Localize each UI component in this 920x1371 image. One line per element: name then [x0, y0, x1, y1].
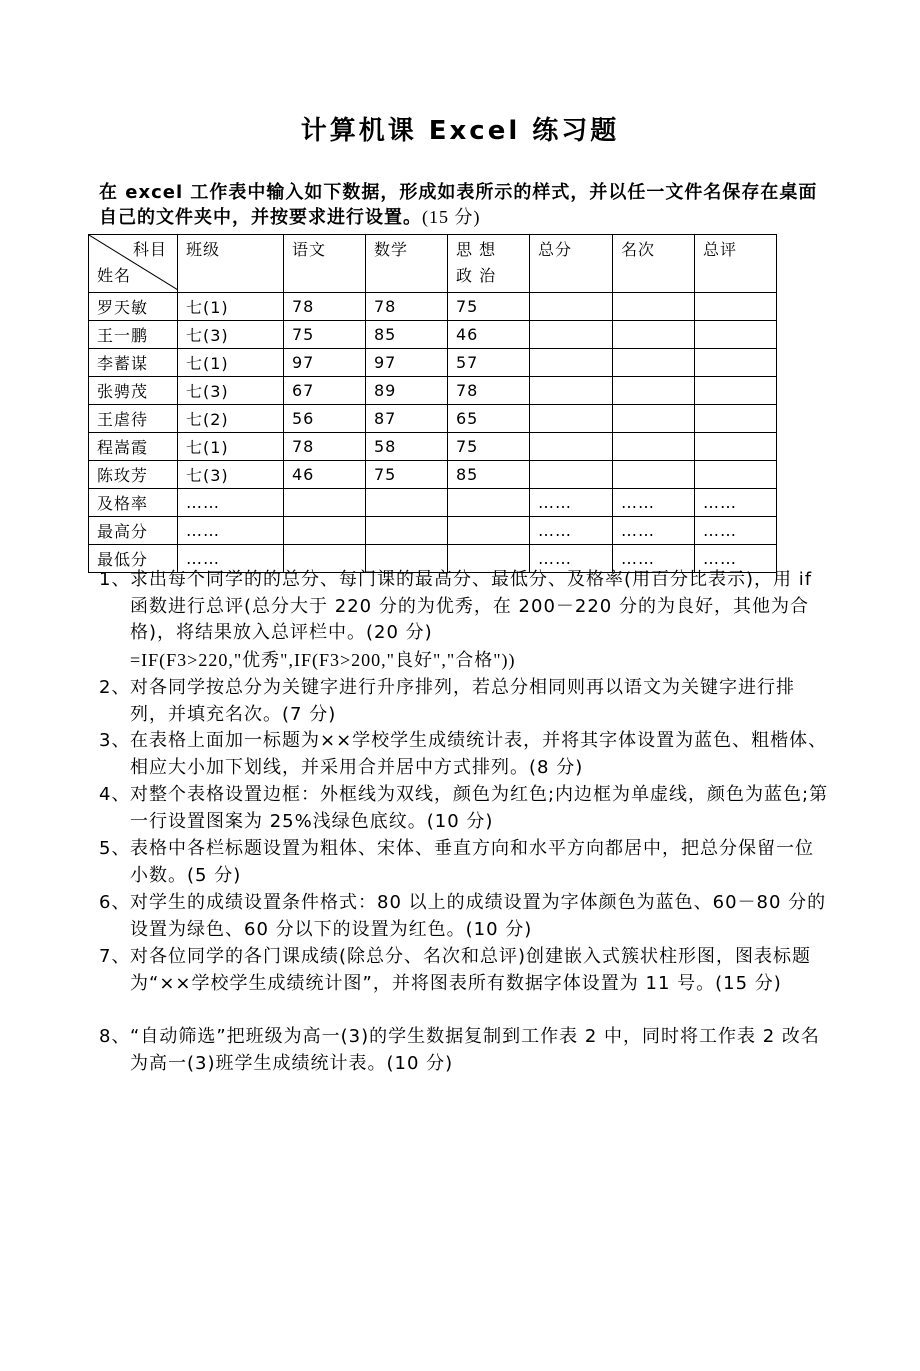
table-cell [613, 293, 695, 321]
table-cell [366, 489, 448, 517]
table-cell: 75 [448, 293, 530, 321]
question-number: 3、 [99, 730, 131, 751]
intro-paragraph [99, 180, 824, 230]
question-item [99, 1024, 829, 1077]
intro-score: (15 分) [422, 207, 481, 227]
header-cell: 名次 [613, 235, 695, 293]
table-cell: …… [613, 545, 695, 573]
table-cell: 75 [366, 461, 448, 489]
row-label-cell: 程嵩霞 [89, 433, 178, 461]
score-table [88, 234, 777, 573]
corner-name-label: 姓名 [97, 266, 132, 285]
table-cell [530, 293, 613, 321]
table-cell: 七(1) [178, 293, 284, 321]
table-cell: 58 [366, 433, 448, 461]
table-cell [530, 349, 613, 377]
question-number: 6、 [99, 892, 131, 913]
diagonal-header-cell [89, 235, 178, 293]
question-number: 5、 [99, 838, 131, 859]
question-number: 4、 [99, 784, 131, 805]
table-row [89, 377, 777, 405]
formula-text: =IF(F3>220,"优秀",IF(F3>200,"良好","合格")) [130, 649, 516, 670]
table-cell: 89 [366, 377, 448, 405]
table-cell [530, 321, 613, 349]
table-cell [366, 517, 448, 545]
row-label-cell: 王虐待 [89, 405, 178, 433]
question-item [99, 782, 829, 835]
table-cell: …… [530, 545, 613, 573]
table-cell: 78 [366, 293, 448, 321]
table-row [89, 293, 777, 321]
table-body [89, 293, 777, 573]
table-cell: 67 [284, 377, 366, 405]
question-item [99, 675, 829, 728]
table-cell [530, 461, 613, 489]
table-cell: 46 [448, 321, 530, 349]
table-cell: 七(1) [178, 349, 284, 377]
row-label-cell: 最低分 [89, 545, 178, 573]
table-cell [613, 321, 695, 349]
table-cell [613, 349, 695, 377]
table-cell [284, 489, 366, 517]
table-cell [695, 433, 777, 461]
table-cell [613, 405, 695, 433]
table-cell: …… [178, 489, 284, 517]
table-row [89, 349, 777, 377]
table-cell [448, 517, 530, 545]
row-label-cell: 陈玫芳 [89, 461, 178, 489]
table-cell: 75 [448, 433, 530, 461]
row-label-cell: 罗天敏 [89, 293, 178, 321]
row-label-cell: 及格率 [89, 489, 178, 517]
question-text: 对各位同学的各门课成绩(除总分、名次和总评)创建嵌入式簇状柱形图，图表标题为“××学校学生成绩统计图”，并将图表所有数据字体设置为 11 号。(15 分) [130, 946, 812, 994]
table-cell: 七(1) [178, 433, 284, 461]
header-cell: 总评 [695, 235, 777, 293]
table-row [89, 517, 777, 545]
table-cell: 97 [284, 349, 366, 377]
table-row [89, 461, 777, 489]
table-cell [695, 377, 777, 405]
table-cell: 七(3) [178, 461, 284, 489]
question-text: 对学生的成绩设置条件格式：80 以上的成绩设置为字体颜色为蓝色、60－80 分的设置为绿色、60 分以下的设置为红色。(10 分) [130, 892, 827, 940]
row-label-cell: 王一鹏 [89, 321, 178, 349]
table-row [89, 433, 777, 461]
intro-text: 在 excel 工作表中输入如下数据，形成如表所示的样式，并以任一文件名保存在桌面自己的文件夹中，并按要求进行设置。 [99, 182, 818, 228]
row-label-cell: 最高分 [89, 517, 178, 545]
table-cell [695, 461, 777, 489]
question-item [99, 944, 829, 997]
question-item [99, 567, 829, 673]
table-cell: 56 [284, 405, 366, 433]
header-cell: 数学 [366, 235, 448, 293]
table-cell: 七(3) [178, 321, 284, 349]
question-number: 7、 [99, 946, 131, 967]
table-cell: 87 [366, 405, 448, 433]
table-cell: 57 [448, 349, 530, 377]
table-cell: 65 [448, 405, 530, 433]
question-item [99, 890, 829, 943]
table-cell: …… [695, 489, 777, 517]
question-number: 8、 [99, 1026, 131, 1047]
table-cell [695, 293, 777, 321]
table-header-row [89, 235, 777, 293]
table-cell: …… [530, 517, 613, 545]
row-label-cell: 李蓄谋 [89, 349, 178, 377]
table-row [89, 489, 777, 517]
table-cell: 97 [366, 349, 448, 377]
question-number: 2、 [99, 677, 131, 698]
table-cell [695, 321, 777, 349]
table-cell: …… [178, 517, 284, 545]
question-text: 对整个表格设置边框：外框线为双线，颜色为红色;内边框为单虚线，颜色为蓝色;第一行设置图案为 25%浅绿色底纹。(10 分) [130, 784, 829, 832]
table-cell: …… [530, 489, 613, 517]
question-text: “自动筛选”把班级为高一(3)的学生数据复制到工作表 2 中，同时将工作表 2 改名为高一(3)班学生成绩统计表。(10 分) [130, 1026, 820, 1074]
question-item [99, 728, 829, 781]
table-cell: …… [695, 545, 777, 573]
table-cell [613, 433, 695, 461]
question-text: 对各同学按总分为关键字进行升序排列，若总分相同则再以语文为关键字进行排列，并填充名次。(7 分) [130, 677, 795, 725]
question-text: 表格中各栏标题设置为粗体、宋体、垂直方向和水平方向都居中，把总分保留一位小数。(5 分) [130, 838, 814, 886]
table-cell: 46 [284, 461, 366, 489]
header-cell: 思 想 政 治 [448, 235, 530, 293]
table-cell: 78 [448, 377, 530, 405]
table-cell [695, 405, 777, 433]
table-cell [530, 433, 613, 461]
header-cell: 总分 [530, 235, 613, 293]
row-label-cell: 张骋茂 [89, 377, 178, 405]
table-cell [530, 405, 613, 433]
table-cell: 78 [284, 293, 366, 321]
question-item [99, 836, 829, 889]
table-row [89, 405, 777, 433]
table-cell [613, 377, 695, 405]
header-cell: 语文 [284, 235, 366, 293]
table-cell [613, 461, 695, 489]
corner-subject-label: 科目 [132, 240, 167, 259]
table-cell: 75 [284, 321, 366, 349]
table-cell [530, 377, 613, 405]
table-cell: 七(2) [178, 405, 284, 433]
table-cell [284, 517, 366, 545]
table-cell: …… [695, 517, 777, 545]
table-cell: …… [613, 489, 695, 517]
table-cell: …… [178, 545, 284, 573]
page-title: 计算机课 Excel 练习题 [300, 116, 620, 146]
table-row [89, 321, 777, 349]
question-number: 1、 [99, 569, 131, 590]
table-cell: 85 [448, 461, 530, 489]
table-cell: 七(3) [178, 377, 284, 405]
table-cell: 85 [366, 321, 448, 349]
table-cell: …… [613, 517, 695, 545]
table-cell: 78 [284, 433, 366, 461]
table-cell [695, 349, 777, 377]
table-cell [448, 489, 530, 517]
question-text: 求出每个同学的的总分、每门课的最高分、最低分、及格率(用百分比表示)，用 if 函数进行总评(总分大于 220 分的为优秀，在 200－220 分的为良好，其他为合格)，将结果放入总评栏中。(20 分) [130, 569, 813, 643]
question-text: 在表格上面加一标题为××学校学生成绩统计表，并将其字体设置为蓝色、粗楷体、相应大小加下划线，并采用合并居中方式排列。(8 分) [130, 730, 828, 778]
header-cell: 班级 [178, 235, 284, 293]
